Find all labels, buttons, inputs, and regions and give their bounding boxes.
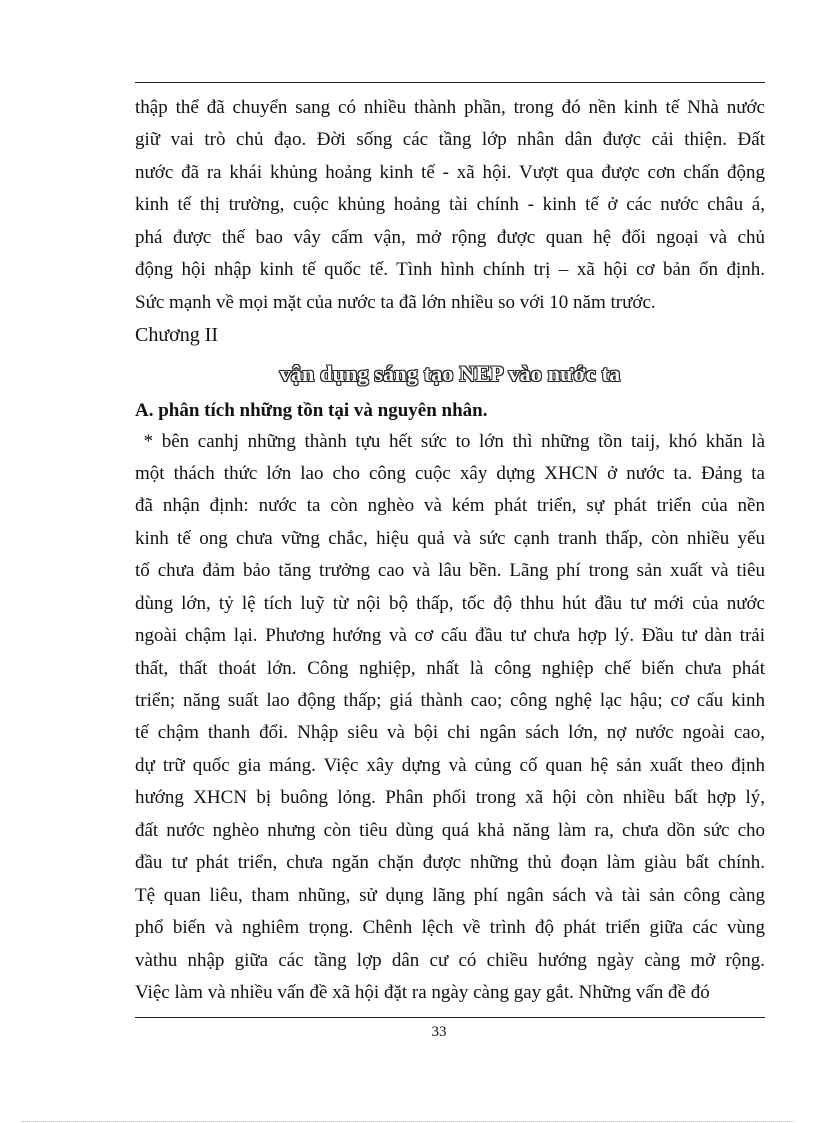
text-line: động hội nhập kinh tế quốc tế. Tình hình chính trị – xã hội cơ bản ổn định. <box>135 259 765 281</box>
text-line: dự trữ quốc gia máng. Việc xây dựng và củng cố quan hệ sản xuất theo định <box>135 754 765 776</box>
text-line: đất nước nghèo nhưng còn tiêu dùng quá khả năng làm ra, chưa dồn sức cho <box>135 819 765 841</box>
text-line: thập thể đã chuyển sang có nhiều thành phần, trong đó nền kinh tế Nhà nước <box>135 97 765 118</box>
text-line: Sức mạnh về mọi mặt của nước ta đã lớn nhiều so với 10 năm trước. <box>135 291 656 313</box>
text-line: kinh tế thị trường, cuộc khủng hoảng tài chính - kinh tế ở các nước châu á, <box>135 194 765 216</box>
page-number: 33 <box>431 1024 447 1040</box>
text-line: giữ vai trò chủ đạo. Đời sống các tầng lớp nhân dân được cải thiện. Đất <box>135 129 765 151</box>
text-line: Việc làm và nhiều vấn đề xã hội đặt ra ngày càng gay gắt. Những vấn đề đó <box>135 981 710 1003</box>
text-line: một thách thức lớn lao cho công cuộc xây dựng XHCN ở nước ta. Đảng ta <box>135 462 765 484</box>
footer-rule <box>135 1017 765 1018</box>
text-line: phá được thế bao vây cấm vận, mở rộng được quan hệ đối ngoại và chủ <box>135 226 765 248</box>
text-line: tố chưa đảm bảo tăng trưởng cao và lâu bền. Lãng phí trong sản xuất và tiêu <box>135 560 765 582</box>
text-line: thất, thất thoát lớn. Công nghiệp, nhất là công nghiệp chế biến chưa phát <box>135 657 765 679</box>
paragraph-2 <box>135 426 765 1010</box>
text-line: vàthu nhập giữa các tầng lợp dân cư có chiều hướng ngày càng mở rộng. <box>135 949 765 971</box>
text-line: nước đã ra khái khủng hoảng kinh tế - xã hội. Vượt qua được cơn chấn động <box>135 161 765 183</box>
chapter-title: Chương II <box>135 324 219 347</box>
header-rule <box>135 82 765 83</box>
text-line: đầu tư phát triển, chưa ngăn chặn được những thủ đoạn làm giàu bất chính. <box>135 852 765 874</box>
text-line: ngoài chậm lại. Phương hướng và cơ cấu đầu tư chưa hợp lý. Đầu tư dàn trải <box>135 625 765 647</box>
text-line: * bên canhj những thành tựu hết sức to lớn thì những tồn taij, khó khăn là <box>135 430 765 452</box>
text-line: dùng lớn, tỷ lệ tích luỹ từ nội bộ thấp, tốc độ thhu hút đầu tư mới của nước <box>135 592 765 614</box>
text-line: phổ biến và nghiêm trọng. Chênh lệch về trình độ phát triển giữa các vùng <box>135 917 765 939</box>
section-title: A. phân tích những tồn tại và nguyên nhân. <box>135 399 488 421</box>
page-break-rule <box>22 1121 794 1122</box>
paragraph-1 <box>135 92 765 319</box>
chapter-heading: vận dụng sáng tạo NEP vào nước ta <box>279 360 621 386</box>
text-line: tế chậm thanh đổi. Nhập siêu và bội chi ngân sách lớn, nợ nước ngoài cao, <box>135 722 765 744</box>
page-content <box>135 92 765 1009</box>
text-line: đã nhận định: nước ta còn nghèo và kém phát triển, sự phát triển của nền <box>135 495 765 517</box>
text-line: triển; năng suất lao động thấp; giá thành cao; công nghệ lạc hậu; cơ cấu kinh <box>135 690 765 711</box>
text-line: kinh tế ong chưa vững chắc, hiệu quả và sức cạnh tranh thấp, còn nhiều yếu <box>135 527 765 549</box>
text-line: Tệ quan liêu, tham nhũng, sử dụng lãng phí ngân sách và tài sản công càng <box>135 884 765 906</box>
text-line: hướng XHCN bị buông lỏng. Phân phối trong xã hội còn nhiều bất hợp lý, <box>135 787 765 809</box>
